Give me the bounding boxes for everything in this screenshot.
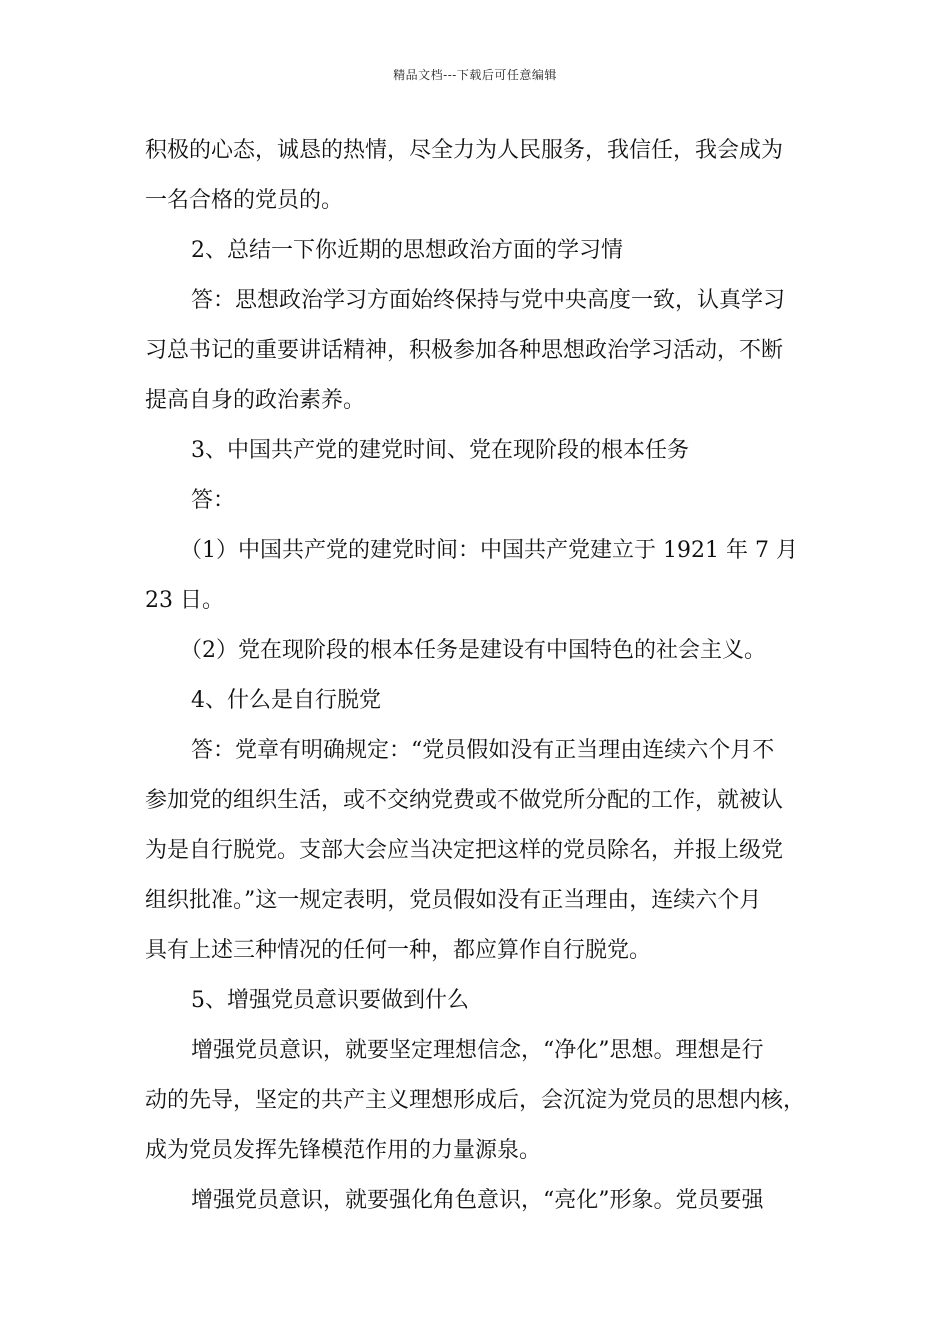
body-line: （2）党在现阶段的根本任务是建设有中国特色的社会主义。 bbox=[180, 638, 766, 663]
question-heading: 4、什么是自行脱党 bbox=[191, 688, 381, 713]
body-line: 提高自身的政治素养。 bbox=[145, 388, 366, 413]
body-line: 习总书记的重要讲话精神，积极参加各种思想政治学习活动，不断 bbox=[145, 338, 784, 363]
body-line: 增强党员意识，就要坚定理想信念，“净化”思想。理想是行 bbox=[191, 1038, 764, 1063]
body-line: 组织批准。”这一规定表明，党员假如没有正当理由，连续六个月 bbox=[145, 888, 762, 913]
question-heading: 5、增强党员意识要做到什么 bbox=[191, 988, 469, 1013]
body-line: 参加党的组织生活，或不交纳党费或不做党所分配的工作，就被认 bbox=[145, 788, 784, 813]
body-line: 增强党员意识，就要强化角色意识，“亮化”形象。党员要强 bbox=[191, 1188, 764, 1213]
question-heading: 2、总结一下你近期的思想政治方面的学习情 bbox=[191, 238, 623, 263]
body-line: 答：思想政治学习方面始终保持与党中央高度一致，认真学习 bbox=[191, 288, 786, 313]
body-line: 答：党章有明确规定：“党员假如没有正当理由连续六个月不 bbox=[191, 738, 775, 763]
body-line: （1）中国共产党的建党时间：中国共产党建立于 1921 年 7 月 bbox=[180, 538, 798, 563]
page-header: 精品文档---下载后可任意编辑 bbox=[393, 68, 557, 82]
body-line: 为是自行脱党。支部大会应当决定把这样的党员除名，并报上级党 bbox=[145, 838, 784, 863]
body-line: 具有上述三种情况的任何一种，都应算作自行脱党。 bbox=[145, 938, 652, 963]
question-heading: 3、中国共产党的建党时间、党在现阶段的根本任务 bbox=[191, 438, 689, 463]
body-line: 积极的心态，诚恳的热情，尽全力为人民服务，我信任，我会成为 bbox=[145, 138, 784, 163]
body-line: 动的先导，坚定的共产主义理想形成后，会沉淀为党员的思想内核， bbox=[145, 1088, 806, 1113]
body-line: 23 日。 bbox=[145, 588, 224, 613]
body-line: 一名合格的党员的。 bbox=[145, 188, 344, 213]
body-line: 成为党员发挥先锋模范作用的力量源泉。 bbox=[145, 1138, 542, 1163]
body-line: 答： bbox=[191, 488, 236, 513]
